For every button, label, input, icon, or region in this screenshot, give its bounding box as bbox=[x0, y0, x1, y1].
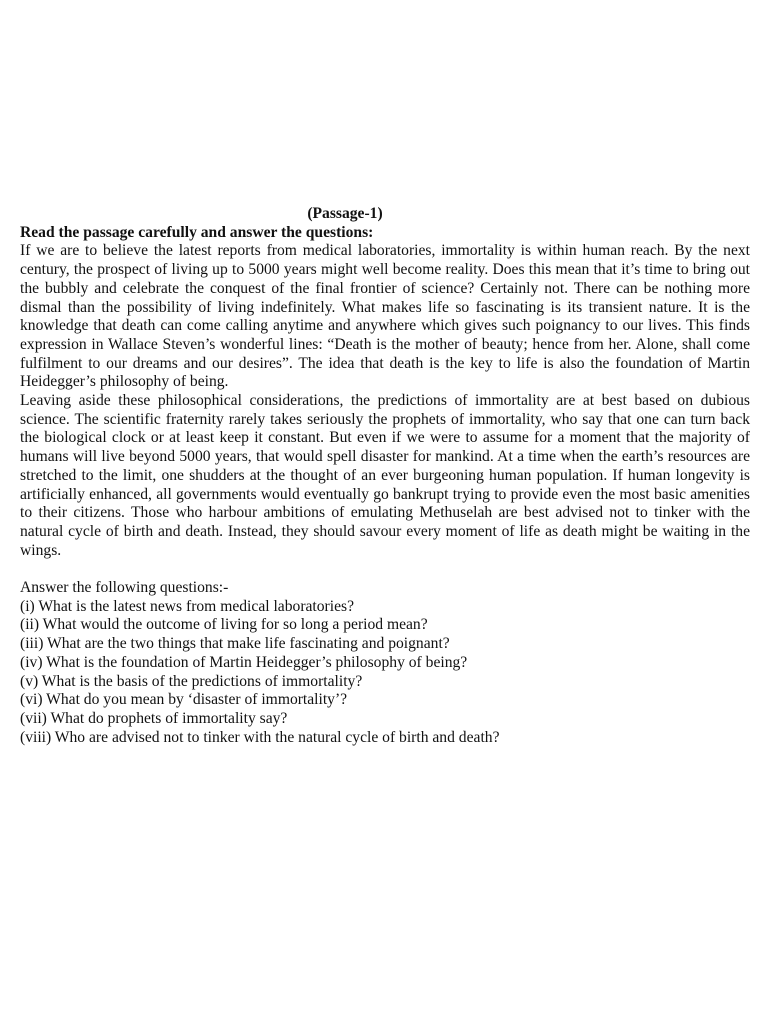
question-item: (i) What is the latest news from medical laboratories? bbox=[20, 597, 354, 615]
question-item: (ii) What would the outcome of living for so long a period mean? bbox=[20, 616, 428, 634]
instruction-heading: Read the passage carefully and answer the questions: bbox=[20, 223, 374, 241]
question-item: (iv) What is the foundation of Martin Heidegger’s philosophy of being? bbox=[20, 653, 468, 671]
question-item: (viii) Who are advised not to tinker with the natural cycle of birth and death? bbox=[20, 728, 500, 746]
question-item: (v) What is the basis of the predictions of immortality? bbox=[20, 672, 363, 690]
question-item: (vi) What do you mean by ‘disaster of immortality’? bbox=[20, 691, 348, 709]
question-list bbox=[20, 598, 750, 748]
answer-heading: Answer the following questions:- bbox=[20, 579, 229, 597]
section-spacer bbox=[20, 560, 750, 579]
passage-paragraph-2: Leaving aside these philosophical considerations, the predictions of immortality are at best based on dubious science. The scientific fraternity rarely takes seriously the prophets of immortality, who say that one can turn back the biological clock or at least keep it constant. But even if we were to assume for a moment that the majority of humans will live beyond 5000 years, that would spell disaster for mankind. At a time when the earth’s resources are stretched to the limit, one shudders at the thought of an ever burgeoning human population. If human longevity is artificially enhanced, all governments would eventually go bankrupt trying to provide even the most basic amenities to their citizens. Those who harbour ambitions of emulating Methuselah are best advised not to tinker with the natural cycle of birth and death. Instead, they should savour every moment of life as death might be waiting in the wings. bbox=[20, 392, 750, 559]
question-item: (vii) What do prophets of immortality say? bbox=[20, 709, 288, 727]
passage-label: (Passage-1) bbox=[307, 205, 383, 222]
question-item: (iii) What are the two things that make life fascinating and poignant? bbox=[20, 635, 450, 653]
passage-paragraph-1: If we are to believe the latest reports from medical laboratories, immortality is within human reach. By the next century, the prospect of living up to 5000 years might well become reality. Does this mean that it’s time to bring out the bubbly and celebrate the conquest of the final frontier of science? Certainly not. There can be nothing more dismal than the possibility of living indefinitely. What makes life so fascinating is its transient nature. It is the knowledge that death can come calling anytime and anywhere which gives such poignancy to our lives. This finds expression in Wallace Steven’s wonderful lines: “Death is the mother of beauty; hence from her. Alone, shall come fulfilment to our dreams and our desires”. The idea that death is the key to life is also the foundation of Martin Heidegger’s philosophy of being. bbox=[20, 242, 750, 391]
passage-content bbox=[20, 205, 750, 747]
